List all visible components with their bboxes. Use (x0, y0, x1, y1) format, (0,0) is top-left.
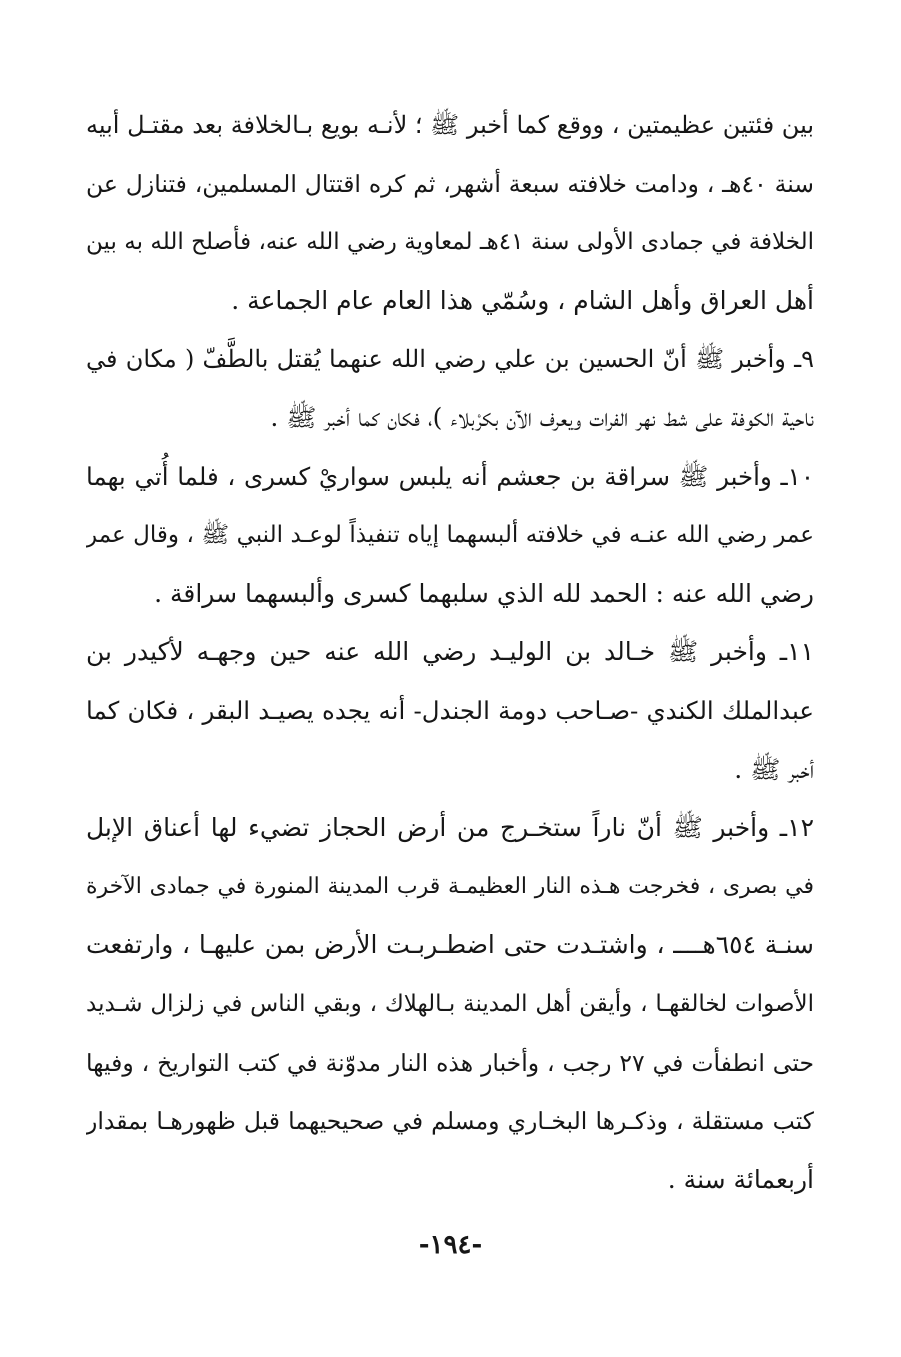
text-line: عمر رضي الله عنـه في خلافته ألبسهما إياه تنفيذاً لوعـد النبي ﷺ ، وقال عمر (86, 522, 814, 549)
text-line: في بصرى ، فخرجت هـذه النار العظيمـة قرب المدينة المنورة في جمادى الآخرة (86, 873, 814, 899)
page-number: -١٩٤- (418, 1230, 483, 1260)
text-line: سنة ٤٠هـ ، ودامت خلافته سبعة أشهر، ثم كره اقتتال المسلمين، فتنازل عن (86, 169, 814, 198)
text-line: أربعمائة سنة . (667, 1164, 814, 1194)
text-line: ١٠ـ وأخبر ﷺ سراقة بن جعشم أنه يلبس سواريْ كسرى ، فلما أُتي بهما (86, 461, 814, 491)
text-line: عبدالملك الكندي -صـاحب دومة الجندل- أنه يجده يصيـد البقر ، فكان كما (86, 695, 814, 725)
text-line: الخلافة في جمادى الأولى سنة ٤١هـ لمعاوية رضي الله عنه، فأصلح الله به بين (86, 229, 814, 256)
text-line: حتى انطفأت في ٢٧ رجب ، وأخبار هذه النار مدوّنة في كتب التواريخ ، وفيها (86, 1048, 814, 1077)
text-line: سنـة ٦٥٤هــــ ، واشتـدت حتى اضطـربـت الأرض بمن عليهـا ، وارتفعت (86, 930, 814, 960)
text-line: أخبر ﷺ . (734, 754, 814, 784)
text-line: ٩ـ وأخبر ﷺ أنّ الحسين بن علي رضي الله عنهما يُقتل بالطَّفّ ( مكان في (86, 345, 814, 374)
text-line: كتب مستقلة ، وذكـرها البخـاري ومسلم في صحيحيهما قبل ظهورهـا بمقدار (86, 1107, 814, 1136)
text-line: بين فئتين عظيمتين ، ووقع كما أخبر ﷺ ؛ لأنـه بويع بـالخلافة بعد مقتـل أبيه (86, 111, 814, 139)
text-line: ١٢ـ وأخبر ﷺ أنّ ناراً ستخـرج من أرض الحجاز تضيء لها أعناق الإبل (86, 813, 814, 843)
text-line: ١١ـ وأخبر ﷺ خـالد بن الوليـد رضي الله عنه حين وجهـه لأكيدر بن (86, 637, 814, 667)
body-text (86, 96, 814, 1209)
text-line: الأصوات لخالقهـا ، وأيقن أهل المدينة بـالهلاك ، وبقي الناس في زلزال شـديد (86, 990, 814, 1017)
text-line: ناحية الكوفة على شط نهر الفرات ويعرف الآن بكرْبلاء )، فكان كما أخبر ﷺ . (270, 402, 814, 432)
text-line: أهل العراق وأهل الشام ، وسُمّي هذا العام عام الجماعة . (231, 285, 814, 315)
text-line: رضي الله عنه : الحمد لله الذي سلبهما كسرى وألبسهما سراقة . (154, 578, 814, 608)
